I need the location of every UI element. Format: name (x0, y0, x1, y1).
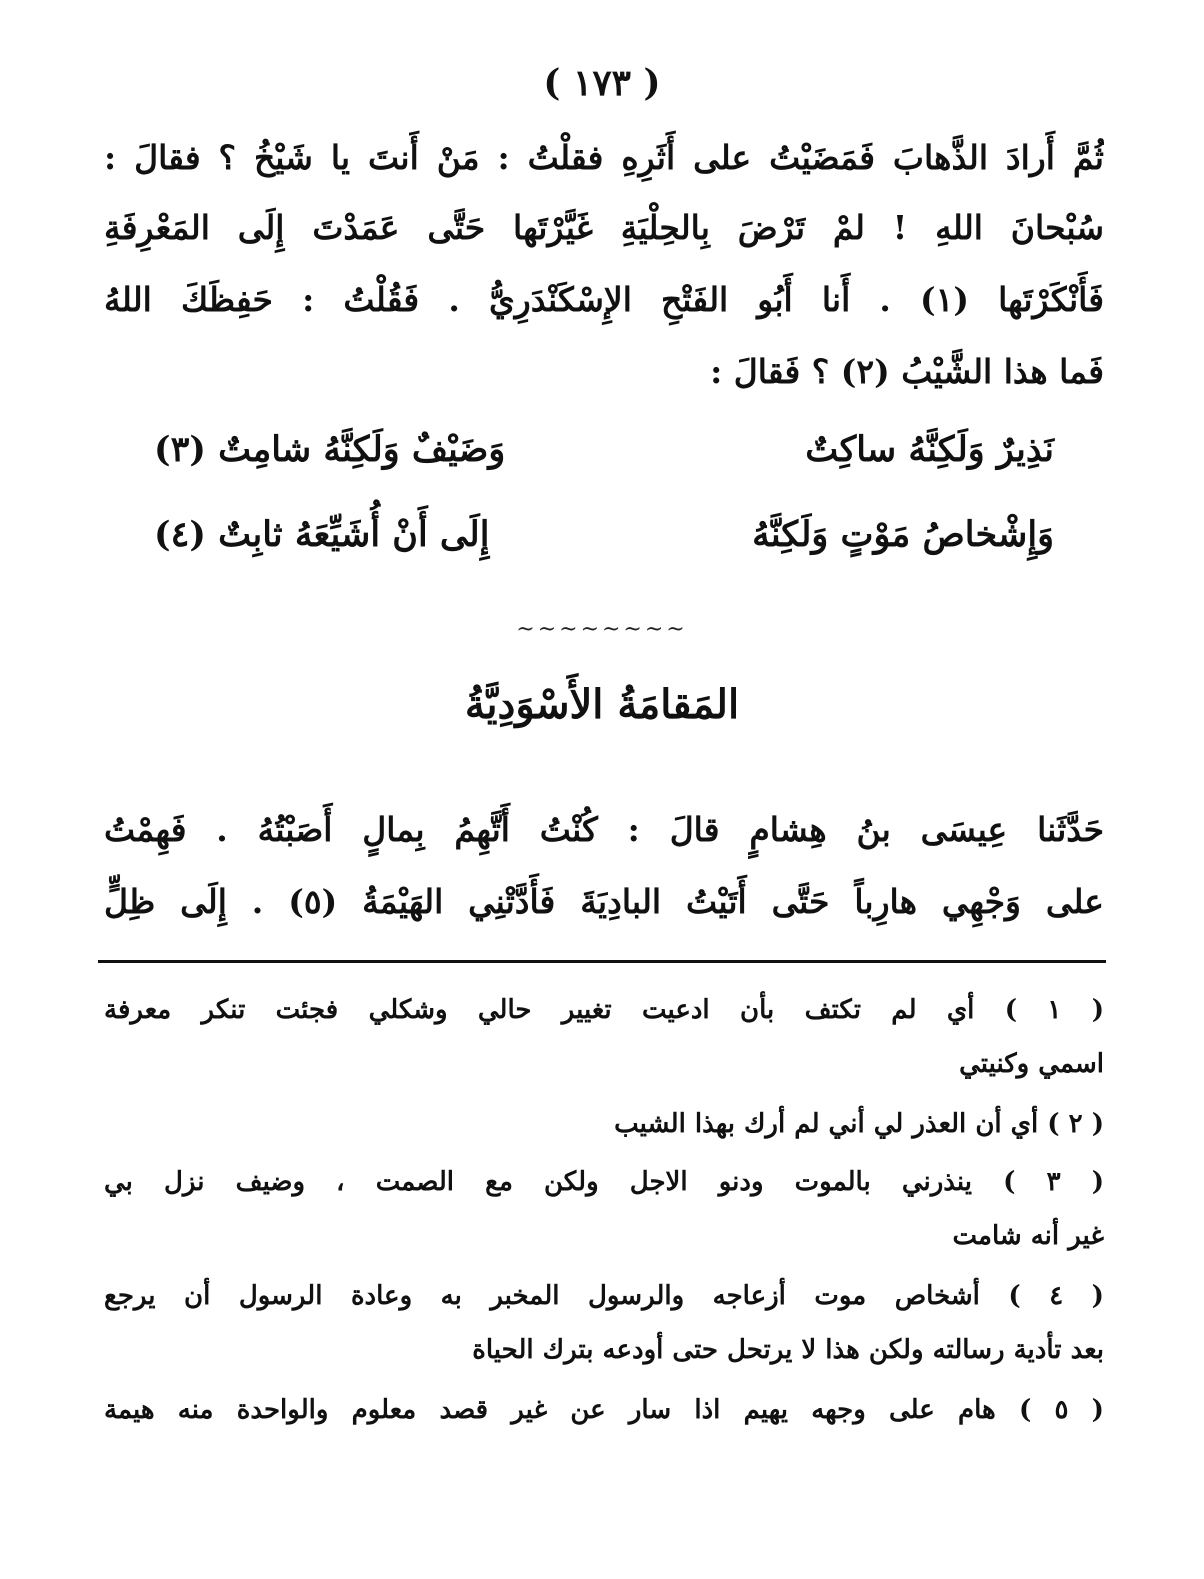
verse-2-second-hemistich: إِلَى أَنْ أُشَيِّعَهُ ثابِتٌ (٤) (154, 514, 490, 555)
intro-line-1: ثُمَّ أَرادَ الذَّهابَ فَمَضَيْتُ على أَثَرِهِ فقلْتُ : مَنْ أَنتَ يا شَيْخُ ؟ فقالَ : (104, 138, 1104, 177)
footnote-line-7: بعد تأدية رسالته ولكن هذا لا يرتحل حتى أودعه بترك الحياة (472, 1335, 1104, 1365)
footnote-line-6: ( ٤ ) أشخاص موت أزعاجه والرسول المخبر به وعادة الرسول أن يرجع (104, 1281, 1104, 1311)
footnote-line-8: ( ٥ ) هام على وجهه يهيم اذا سار عن غير قصد معلوم والواحدة منه هيمة (104, 1395, 1104, 1425)
footnote-line-3: ( ٢ ) أي أن العذر لي أني لم أرك بهذا الشيب (614, 1109, 1104, 1139)
verse-2-first-hemistich: وَإِشْخاصُ مَوْتٍ وَلَكِنَّهُ (752, 514, 1054, 555)
verse-1 (154, 420, 1054, 480)
verse-1-first-hemistich: نَذِيرٌ وَلَكِنَّهُ ساكِتٌ (805, 429, 1054, 470)
intro-line-4: فَما هذا الشَّيْبُ (٢) ؟ فَقالَ : (710, 352, 1104, 391)
footnote-line-5: غير أنه شامت (952, 1221, 1104, 1251)
intro-line-3: فَأَنْكَرْتَها (١) . أَنا أَبُو الفَتْحِ الإِسْكَنْدَرِيُّ . فَقُلْتُ : حَفِظَكَ اللهُ (104, 280, 1104, 319)
section-title: المَقامَةُ الأَسْوَدِيَّةُ (464, 681, 740, 728)
verse-2 (154, 505, 1054, 565)
footnote-separator (98, 960, 1106, 963)
footnote-line-1: ( ١ ) أي لم تكتف بأن ادعيت تغيير حالي وشكلي فجئت تنكر معرفة (104, 995, 1104, 1025)
body-line-1: حَدَّثَنا عِيسَى بنُ هِشامٍ قالَ : كُنْتُ أَتَّهِمُ بِمالٍ أَصَبْتُهُ . فَهِمْتُ (104, 810, 1104, 849)
intro-line-2: سُبْحانَ اللهِ ! لمْ تَرْضَ بِالحِلْيَةِ غَيَّرْتَها حَتَّى عَمَدْتَ إِلَى المَعْرِفَةِ (104, 208, 1104, 247)
verse-1-second-hemistich: وَضَيْفٌ وَلَكِنَّهُ شامِتٌ (٣) (154, 429, 506, 470)
footnote-line-2: اسمي وكنيتي (959, 1049, 1104, 1079)
body-line-2: على وَجْهِي هارِباً حَتَّى أَتَيْتُ البادِيَةَ فَأَدَّتْنِي الهَيْمَةُ (٥) . إِلَى ظِلٍّ (104, 882, 1104, 921)
ornament-divider: ~~~~~~~~ (516, 617, 688, 642)
page-number: ( ١٧٣ ) (543, 62, 661, 104)
footnote-line-4: ( ٣ ) ينذرني بالموت ودنو الاجل ولكن مع الصمت ، وضيف نزل بي (104, 1167, 1104, 1197)
